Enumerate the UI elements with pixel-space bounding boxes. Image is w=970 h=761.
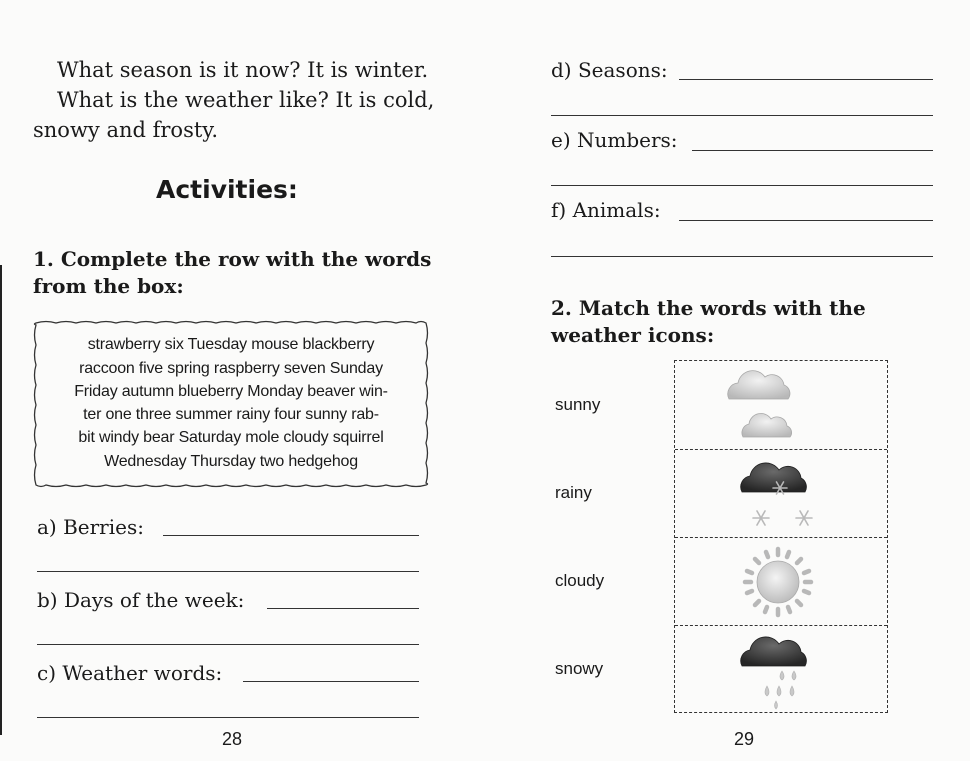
numbers-answer-line-1[interactable] — [692, 150, 933, 151]
weather-word-snowy[interactable]: snowy — [555, 659, 604, 678]
task-1-line-1: 1. Complete the row with the words — [33, 247, 432, 271]
rain-cloud-icon — [675, 626, 887, 714]
category-seasons-label: d) Seasons: — [551, 58, 668, 82]
intro-line-2: What is the weather like? It is cold, — [57, 88, 435, 112]
icon-cell-sun[interactable] — [675, 537, 887, 626]
page-number-left: 28 — [222, 729, 243, 749]
numbers-answer-line-2[interactable] — [551, 185, 933, 186]
icon-cell-snow-cloud[interactable] — [675, 449, 887, 538]
berries-answer-line-2[interactable] — [37, 571, 419, 572]
icon-cell-rain-cloud[interactable] — [675, 625, 887, 714]
task-1-line-2: from the box: — [33, 274, 184, 298]
category-days-label: b) Days of the week: — [37, 588, 245, 612]
seasons-answer-line-2[interactable] — [551, 115, 933, 116]
weather-word-rainy[interactable]: rainy — [555, 483, 592, 502]
task-2-line-2: weather icons: — [551, 323, 715, 347]
weather-answer-line-2[interactable] — [37, 717, 419, 718]
weather-word-sunny[interactable]: sunny — [555, 395, 601, 414]
seasons-answer-line-1[interactable] — [679, 79, 933, 80]
days-answer-line-1[interactable] — [267, 608, 419, 609]
word-box-line-5: bit windy bear Saturday mole cloudy squirrel — [78, 429, 384, 446]
word-box-line-4: ter one three summer rainy four sunny rab- — [83, 406, 379, 423]
snow-cloud-icon — [675, 450, 887, 538]
word-box-line-2: raccoon five spring raspberry seven Sunday — [79, 360, 383, 377]
page-edge — [0, 265, 2, 735]
berries-answer-line-1[interactable] — [163, 535, 419, 536]
word-box-line-6: Wednesday Thursday two hedgehog — [104, 453, 358, 470]
category-numbers-label: e) Numbers: — [551, 128, 678, 152]
weather-answer-line-1[interactable] — [243, 681, 419, 682]
days-answer-line-2[interactable] — [37, 644, 419, 645]
category-animals-label: f) Animals: — [551, 198, 661, 222]
weather-word-cloudy[interactable]: cloudy — [555, 571, 605, 590]
category-berries-label: a) Berries: — [37, 515, 144, 539]
icon-cell-clouds[interactable] — [675, 361, 887, 449]
task-2-line-1: 2. Match the words with the — [551, 296, 866, 320]
clouds-icon — [675, 361, 887, 449]
animals-answer-line-1[interactable] — [679, 220, 933, 221]
page-number-right: 29 — [734, 729, 755, 749]
intro-line-3: snowy and frosty. — [33, 118, 219, 142]
sun-icon — [675, 538, 887, 626]
word-box-line-3: Friday autumn blueberry Monday beaver win- — [74, 383, 388, 400]
activities-heading: Activities: — [156, 175, 298, 204]
weather-icon-table — [674, 360, 888, 713]
animals-answer-line-2[interactable] — [551, 256, 933, 257]
intro-line-1: What season is it now? It is winter. — [57, 58, 429, 82]
category-weather-label: c) Weather words: — [37, 661, 223, 685]
word-box-line-1: strawberry six Tuesday mouse blackberry — [87, 336, 375, 353]
word-box — [33, 320, 429, 488]
